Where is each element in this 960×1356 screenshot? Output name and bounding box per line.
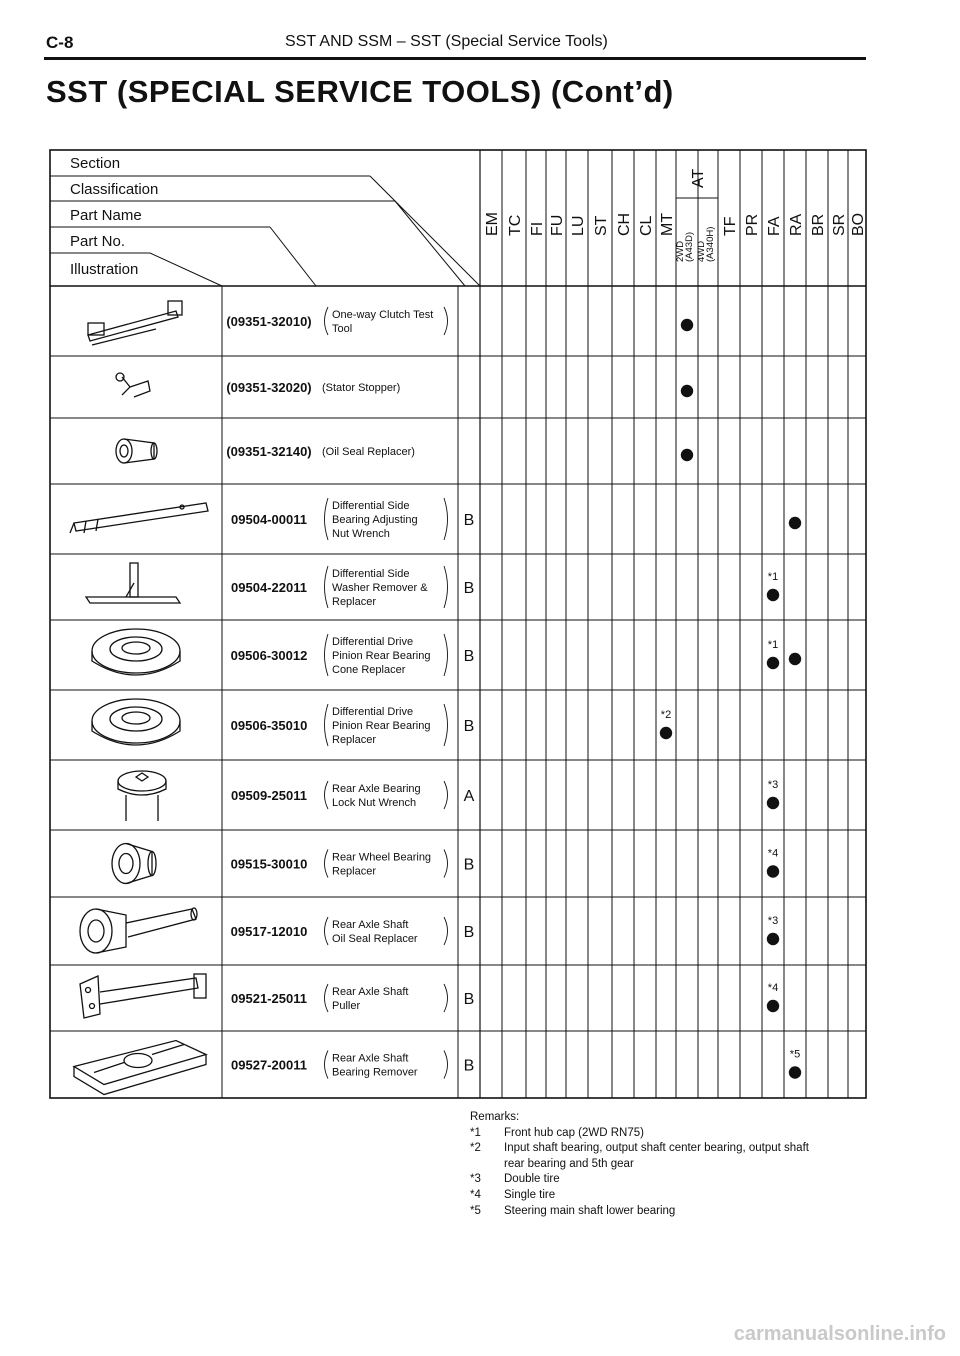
remarks-title: Remarks:	[470, 1111, 520, 1123]
remark-item	[470, 1126, 809, 1142]
header-diagonal	[370, 176, 480, 286]
section-label: ST	[593, 215, 610, 236]
part-number: 09515-30010	[230, 856, 308, 872]
nut-wrench-illustration	[70, 503, 208, 533]
header-label: Illustration	[70, 261, 139, 278]
part-number: (09351-32140)	[226, 444, 312, 459]
remark-item	[470, 1204, 809, 1220]
bracket-right	[444, 634, 448, 676]
axle-seal-replacer-shape	[88, 920, 104, 942]
remark-text: Steering main shaft lower bearing	[504, 1204, 676, 1217]
cone-replacer-shape	[92, 629, 180, 673]
bearing-remover-shape	[74, 1041, 206, 1085]
mark-dot	[789, 653, 801, 665]
bracket-left	[325, 781, 329, 809]
part-name-line: Differential Drive	[332, 636, 414, 648]
mark-dot	[681, 319, 693, 331]
remark-number: *5	[470, 1204, 481, 1217]
oil-seal-replacer-shape	[116, 439, 132, 463]
part-name-line: Washer Remover &	[332, 582, 428, 594]
section-label: MT	[659, 212, 676, 236]
bracket-left	[325, 704, 329, 746]
mark-dot	[767, 865, 779, 877]
cone-replacer-shape	[110, 637, 162, 661]
mark-dot	[681, 385, 693, 397]
mark-dot	[789, 1066, 801, 1078]
mark-note: *4	[767, 982, 779, 994]
part-name-line: Tool	[332, 323, 353, 335]
part-name-line: Pinion Rear Bearing	[332, 720, 431, 732]
washer-remover-illustration	[86, 563, 180, 603]
mark-dot	[681, 449, 693, 461]
part-name-line: Oil Seal Replacer	[332, 933, 418, 945]
header-label: Classification	[70, 181, 159, 198]
mark-dot	[767, 589, 779, 601]
part-number: 09506-35010	[230, 718, 308, 733]
axle-shaft-puller-shape	[80, 976, 100, 1018]
part-name-line: Bearing Remover	[332, 1066, 418, 1079]
classification: A	[463, 788, 475, 805]
mark-note: *5	[789, 1048, 801, 1061]
part-name-line: Rear Wheel Bearing	[332, 851, 432, 864]
header-label: Part No.	[70, 233, 126, 250]
section-label: TF	[722, 216, 739, 236]
part-name-line: Differential Side	[332, 568, 410, 580]
page-number: C-8	[46, 33, 74, 52]
bearing-replacer-shape	[92, 699, 180, 743]
classification: B	[463, 512, 475, 529]
remark-item	[470, 1157, 809, 1173]
cone-replacer-illustration	[92, 629, 180, 675]
axle-seal-replacer-shape	[126, 909, 196, 937]
axle-shaft-puller-shape	[86, 988, 91, 993]
part-number: 09521-25011	[231, 991, 307, 1006]
bracket-right	[444, 566, 448, 608]
at-sub-label: (A340H)	[705, 226, 716, 262]
section-label: LU	[570, 215, 587, 236]
section-label: PR	[744, 213, 761, 236]
header-diagonal	[270, 227, 316, 286]
part-number: 09527-20011	[231, 1057, 307, 1073]
bracket-left	[325, 917, 329, 945]
remark-text: Input shaft bearing, output shaft center bearing, output shaft	[504, 1142, 809, 1155]
bracket-left	[325, 566, 329, 608]
remark-item	[470, 1188, 809, 1204]
remark-text: rear bearing and 5th gear	[504, 1157, 634, 1170]
part-name-line: Lock Nut Wrench	[332, 797, 417, 809]
at-sub-label: (A43D)	[684, 231, 695, 262]
classification: B	[463, 856, 475, 874]
remark-number: *2	[470, 1142, 481, 1155]
remark-text: Front hub cap (2WD RN75)	[504, 1126, 644, 1139]
bracket-left	[325, 307, 329, 335]
mark-note: *3	[767, 779, 779, 791]
header-label: Part Name	[70, 207, 142, 224]
bracket-left	[325, 984, 329, 1012]
lock-nut-wrench-shape	[136, 773, 148, 781]
bracket-right	[444, 850, 448, 878]
wheel-bearing-replacer-illustration	[112, 844, 156, 884]
part-name-line: Rear Axle Shaft	[332, 986, 409, 998]
oil-seal-replacer-shape	[120, 445, 128, 457]
section-label: SR	[831, 213, 848, 236]
section-label: TC	[507, 214, 524, 236]
remark-text: Single tire	[504, 1188, 556, 1201]
axle-seal-replacer-illustration	[80, 908, 197, 953]
part-name-line: Puller	[332, 1000, 361, 1012]
washer-remover-shape	[130, 563, 138, 597]
bracket-left	[325, 634, 329, 676]
classification: B	[463, 580, 475, 597]
bracket-right	[444, 984, 448, 1012]
part-name-line: Cone Replacer	[332, 664, 406, 676]
page-title: SST (SPECIAL SERVICE TOOLS) (Cont’d)	[46, 74, 674, 109]
bearing-remover-shape	[124, 1054, 152, 1068]
axle-shaft-puller-shape	[90, 1004, 95, 1009]
part-name-line: Pinion Rear Bearing	[332, 650, 431, 662]
part-name-line: Replacer	[332, 734, 377, 746]
oil-seal-replacer-illustration	[116, 439, 157, 463]
classification: B	[463, 924, 475, 941]
lock-nut-wrench-illustration	[118, 771, 166, 821]
part-name-line: Rear Axle Shaft	[332, 919, 409, 931]
part-number: 09506-30012	[230, 648, 308, 663]
section-label: BR	[810, 213, 827, 236]
section-label: FU	[549, 214, 566, 236]
bearing-replacer-illustration	[92, 699, 180, 745]
part-name-line: (Oil Seal Replacer)	[322, 446, 415, 458]
part-name-line: Differential Drive	[332, 706, 414, 718]
mark-dot	[767, 933, 779, 945]
classification: B	[463, 991, 475, 1008]
section-label: CH	[616, 212, 633, 236]
mark-dot	[767, 657, 779, 669]
at-sub-label: 2WD	[675, 240, 686, 262]
classification: B	[463, 718, 475, 735]
bracket-right	[444, 307, 448, 335]
section-label: RA	[788, 213, 805, 236]
watermark: carmanualsonline.info	[733, 1323, 946, 1345]
bracket-right	[444, 498, 448, 540]
bearing-replacer-shape	[122, 712, 150, 724]
wheel-bearing-replacer-shape	[112, 844, 140, 884]
mark-note: *3	[767, 915, 779, 927]
remarks	[470, 1110, 809, 1219]
bearing-remover-illustration	[74, 1041, 206, 1095]
axle-seal-replacer-shape	[96, 909, 126, 953]
stator-stopper-illustration	[116, 373, 150, 397]
bearing-replacer-shape	[110, 707, 162, 731]
part-name-line: Differential Side	[332, 500, 410, 512]
mark-note: *1	[767, 571, 779, 583]
washer-remover-shape	[86, 597, 180, 603]
section-label: BO	[850, 212, 867, 236]
mark-dot	[789, 517, 801, 529]
remark-text: Double tire	[504, 1173, 560, 1186]
classification: B	[463, 1057, 475, 1075]
bracket-right	[444, 704, 448, 746]
part-name-line: One-way Clutch Test	[332, 309, 434, 321]
section-label: FI	[529, 221, 546, 236]
part-number: 09509-25011	[231, 788, 307, 803]
part-number: (09351-32020)	[226, 380, 312, 395]
header-diagonal	[395, 201, 465, 286]
remark-number: *3	[470, 1173, 481, 1186]
part-name-line: Replacer	[332, 865, 377, 878]
part-name-line: Replacer	[332, 596, 377, 608]
axle-seal-replacer-shape	[80, 909, 112, 953]
bracket-right	[444, 1051, 448, 1079]
remark-item	[470, 1141, 809, 1157]
axle-shaft-puller-shape	[100, 978, 198, 1004]
remark-number: *4	[470, 1188, 481, 1201]
part-name-line: Bearing Adjusting	[332, 514, 418, 526]
bracket-left	[325, 1051, 329, 1079]
classification: B	[463, 648, 475, 665]
running-title: SST AND SSM – SST (Special Service Tools)	[285, 33, 608, 50]
header-label: Section	[70, 155, 121, 172]
remark-item	[470, 1172, 809, 1188]
clutch-test-tool-shape	[88, 311, 178, 341]
part-name-line: Rear Axle Shaft	[332, 1052, 409, 1065]
clutch-test-tool-illustration	[88, 301, 182, 345]
part-name-line: Nut Wrench	[332, 528, 390, 540]
section-label: FA	[766, 216, 783, 236]
mark-note: *1	[767, 639, 779, 651]
mark-note: *4	[767, 847, 779, 860]
part-name-line: (Stator Stopper)	[322, 382, 401, 394]
mark-note: *2	[660, 709, 672, 721]
nut-wrench-shape	[74, 503, 208, 531]
section-label: EM	[484, 212, 501, 236]
part-number: (09351-32010)	[226, 314, 312, 329]
cone-replacer-shape	[122, 642, 150, 654]
bracket-right	[444, 917, 448, 945]
part-number: 09504-00011	[231, 512, 307, 527]
mark-dot	[767, 797, 779, 809]
wheel-bearing-replacer-shape	[119, 854, 133, 874]
bracket-left	[325, 498, 329, 540]
header-diagonal	[150, 253, 222, 286]
part-name-line: Rear Axle Bearing	[332, 783, 421, 795]
mark-dot	[660, 727, 672, 739]
part-number: 09504-22011	[231, 580, 307, 595]
bracket-left	[325, 850, 329, 878]
stator-stopper-shape	[122, 377, 150, 397]
section-label-at: AT	[690, 168, 707, 188]
bracket-right	[444, 781, 448, 809]
section-label: CL	[638, 215, 655, 236]
axle-shaft-puller-illustration	[80, 974, 206, 1018]
mark-dot	[767, 1000, 779, 1012]
part-number: 09517-12010	[230, 924, 308, 939]
remark-number: *1	[470, 1126, 481, 1139]
at-sub-label: 4WD	[696, 240, 707, 262]
